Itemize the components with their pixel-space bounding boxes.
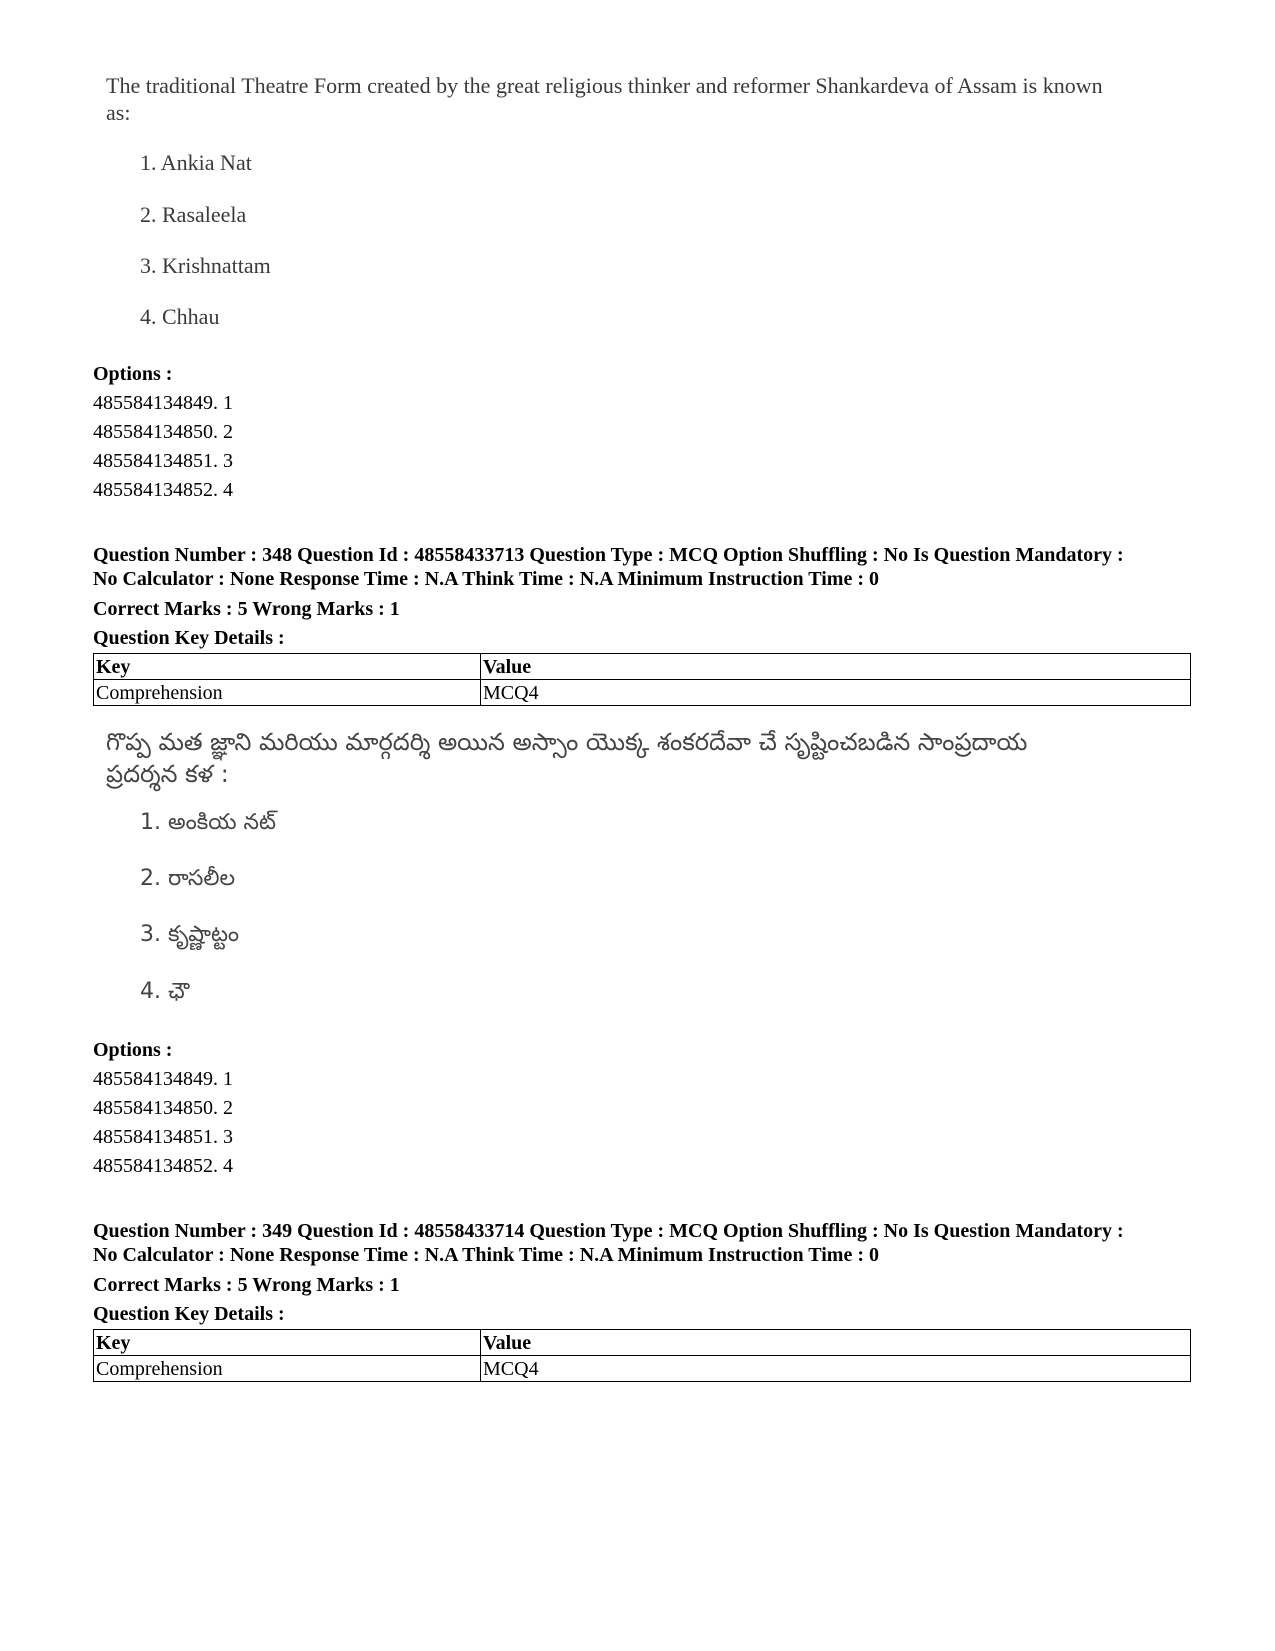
question-meta bbox=[93, 1219, 1193, 1329]
options-title: Options : bbox=[93, 1039, 173, 1061]
table-header-row bbox=[94, 1330, 1191, 1356]
question-meta bbox=[93, 543, 1193, 653]
question-meta-line: No Calculator : None Response Time : N.A Think Time : N.A Minimum Instruction Time : 0 bbox=[93, 568, 879, 590]
options-block bbox=[93, 360, 233, 505]
table-header-cell: Value bbox=[481, 1330, 1191, 1356]
key-details-title: Question Key Details : bbox=[93, 1303, 285, 1325]
option-line: 485584134852. 4 bbox=[93, 1155, 233, 1177]
table-row bbox=[94, 680, 1191, 706]
choice-item: 3. కృష్ణాట్టం bbox=[140, 922, 240, 947]
question-stem: The traditional Theatre Form created by the great religious thinker and reformer Shankardeva of Assam is known as: bbox=[106, 73, 1103, 125]
table-header-cell: Key bbox=[94, 654, 481, 680]
question-meta-line: Question Number : 348 Question Id : 48558433713 Question Type : MCQ Option Shuffling : No Is Question Mandatory : bbox=[93, 544, 1124, 566]
choice-item: 4. Chhau bbox=[140, 304, 220, 329]
option-line: 485584134850. 2 bbox=[93, 421, 233, 443]
option-line: 485584134852. 4 bbox=[93, 479, 233, 501]
table-header-row bbox=[94, 654, 1191, 680]
question-meta-line: Question Number : 349 Question Id : 48558433714 Question Type : MCQ Option Shuffling : No Is Question Mandatory : bbox=[93, 1220, 1124, 1242]
choice-item: 2. రాసలీల bbox=[140, 866, 236, 891]
question-meta-line: No Calculator : None Response Time : N.A Think Time : N.A Minimum Instruction Time : 0 bbox=[93, 1244, 879, 1266]
option-line: 485584134849. 1 bbox=[93, 392, 233, 414]
choice-item: 3. Krishnattam bbox=[140, 253, 271, 278]
question-stem: గొప్ప మత జ్ఞాని మరియు మార్గదర్శి అయిన అస్సాం యొక్క శంకరదేవా చే సృష్టించబడిన సాంప్రదాయ ప్రదర్శన కళ : bbox=[106, 728, 1028, 788]
key-details-title: Question Key Details : bbox=[93, 627, 285, 649]
options-title: Options : bbox=[93, 363, 173, 385]
table-header-cell: Key bbox=[94, 1330, 481, 1356]
marks-line: Correct Marks : 5 Wrong Marks : 1 bbox=[93, 1274, 400, 1296]
table-header-cell: Value bbox=[481, 654, 1191, 680]
choice-item: 2. Rasaleela bbox=[140, 202, 247, 227]
choice-item: 4. ఛౌ bbox=[140, 979, 190, 1004]
options-block bbox=[93, 1036, 233, 1181]
table-cell: Comprehension bbox=[94, 680, 481, 706]
key-table bbox=[93, 653, 1191, 706]
choice-item: 1. Ankia Nat bbox=[140, 150, 252, 175]
choice-item: 1. అంకియ నట్ bbox=[140, 810, 276, 835]
marks-line: Correct Marks : 5 Wrong Marks : 1 bbox=[93, 598, 400, 620]
table-row bbox=[94, 1356, 1191, 1382]
option-line: 485584134851. 3 bbox=[93, 1126, 233, 1148]
option-line: 485584134849. 1 bbox=[93, 1068, 233, 1090]
question-image-telugu bbox=[106, 726, 1106, 1004]
question-image-english bbox=[106, 72, 1116, 329]
key-table bbox=[93, 1329, 1191, 1382]
option-line: 485584134850. 2 bbox=[93, 1097, 233, 1119]
table-cell: MCQ4 bbox=[481, 680, 1191, 706]
table-cell: MCQ4 bbox=[481, 1356, 1191, 1382]
option-line: 485584134851. 3 bbox=[93, 450, 233, 472]
table-cell: Comprehension bbox=[94, 1356, 481, 1382]
